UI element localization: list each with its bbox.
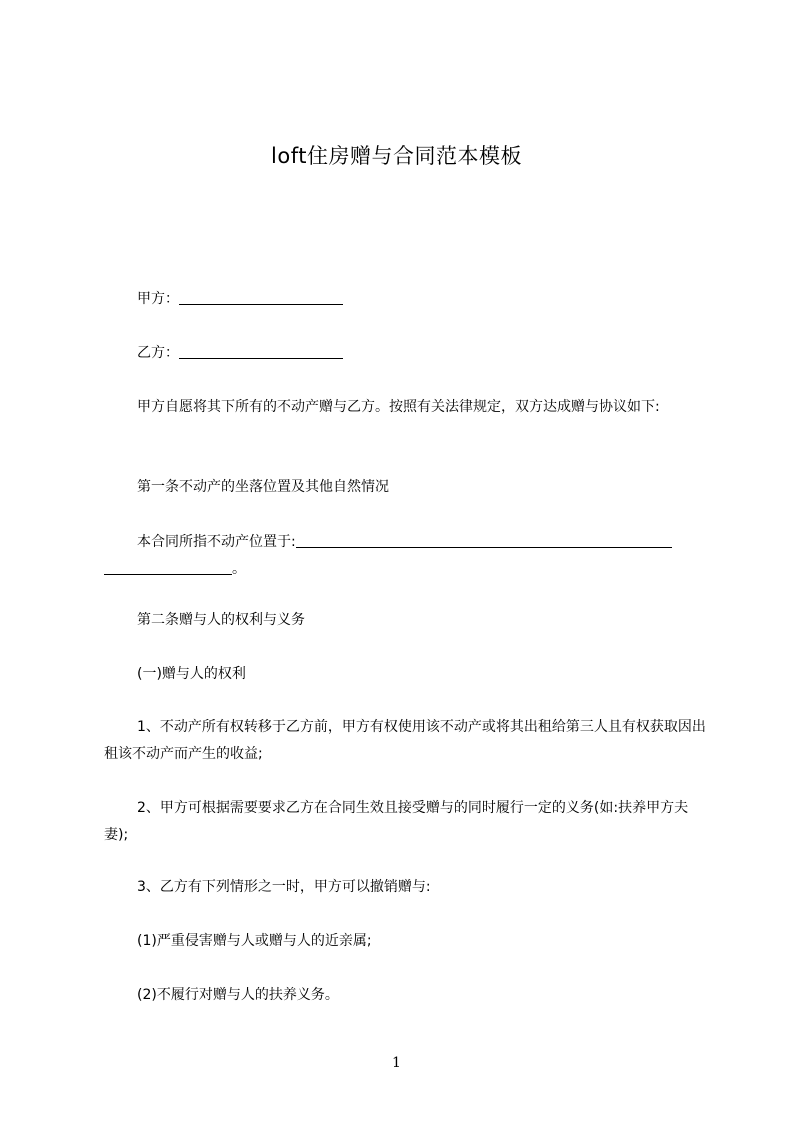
section1-heading: (一)赠与人的权利 (137, 666, 246, 682)
party-a-label: 甲方： (137, 291, 179, 307)
article1-heading: 第一条不动产的坐落位置及其他自然情况 (137, 479, 389, 495)
page-number: 1 (392, 1055, 401, 1071)
article1-end: 。 (232, 561, 246, 577)
article1-paragraph (104, 529, 708, 583)
party-b-line (104, 340, 708, 367)
sub-item-1: (1)严重侵害赠与人或赠与人的近亲属; (137, 933, 372, 949)
intro-paragraph: 甲方自愿将其下所有的不动产赠与乙方。按照有关法律规定，双方达成赠与协议如下: (137, 399, 660, 415)
party-a-blank (179, 290, 343, 305)
item-3: 3、乙方有下列情形之一时，甲方可以撤销赠与: (137, 879, 431, 895)
article1-text: 本合同所指不动产位置于: (137, 534, 296, 550)
party-a-line (104, 286, 708, 313)
party-b-blank (179, 344, 343, 359)
party-b-label: 乙方： (137, 345, 179, 361)
article2-heading: 第二条赠与人的权利与义务 (137, 612, 305, 628)
document-title: loft住房赠与合同范本模板 (271, 144, 522, 168)
item-1: 1、不动产所有权转移于乙方前，甲方有权使用该不动产或将其出租给第三人且有权获取因出租该不动产而产生的收益; (104, 719, 706, 762)
item-2: 2、甲方可根据需要要求乙方在合同生效且接受赠与的同时履行一定的义务(如:扶养甲方夫妻); (104, 800, 689, 843)
sub-item-2: (2)不履行对赠与人的扶养义务。 (137, 987, 339, 1003)
location-blank-1 (296, 533, 672, 548)
location-blank-2 (104, 560, 232, 575)
